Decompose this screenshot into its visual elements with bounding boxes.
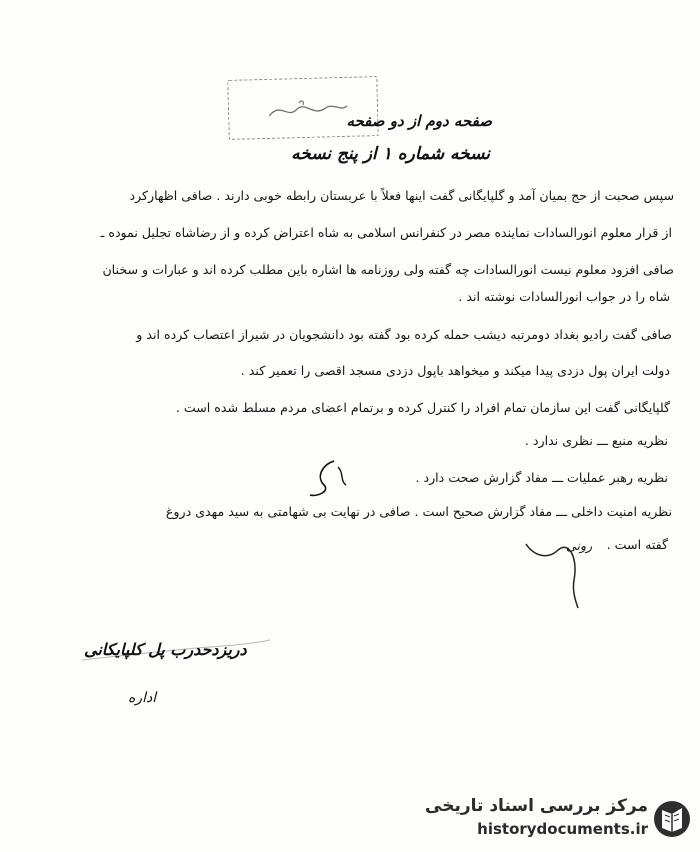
watermark-title: مرکز بررسی اسناد تاریخی [425,796,648,816]
stamp-text [228,81,229,82]
body-line-5: صافی گفت رادیو بغداد دومرتبه دیشب حمله کرده بود گفته بود دانشجویان در شیراز اعتصاب کرده اند و [136,327,672,342]
body-line-6: دولت ایران پول دزدی پیدا میکند و میخواهد باپول دزدی مسجد اقصی را تعمیر کند . [240,363,670,378]
body-line-7: گلپایگانی گفت این سازمان تمام افراد را کنترل کرده و برتمام اعضای مردم مسلط شده است . [175,400,670,415]
classification-stamp [227,76,379,140]
signature-sub: اداره [128,690,157,706]
internal-security-opinion-line: نظریه امنیت داخلی ـــ مفاد گزارش صحیح است . صافی در نهایت بی شهامتی به سید مهدی دروغ [165,504,672,519]
signature-line: دریزدحدرب پل کلپایکانی [84,640,247,659]
margin-curve-icon [518,520,588,610]
ops-leader-opinion-line: نظریه رهبر عملیات ـــ مفاد گزارش صحت دارد . [415,470,668,485]
handwritten-mark-icon [300,455,360,505]
watermark [425,792,700,852]
body-line-11: گفته است . [606,537,668,552]
book-logo-icon [652,798,692,840]
signature-flourish-icon [76,630,276,672]
margin-note: رونی [566,538,593,553]
source-opinion-line: نظریه منبع ـــ نظری ندارد . [524,433,668,448]
page-count-line: صفحه دوم از دو صفحه [346,112,492,130]
copy-number-line: نسخه شماره ۱ از پنج نسخه [291,144,490,164]
body-line-2: از قرار معلوم انورالسادات نماینده مصر در کنفرانس اسلامی به شاه اعتراض کرده و از رضاشاه تجلیل نموده ـ [100,225,672,240]
watermark-url: historydocuments.ir [477,820,648,838]
body-line-3: صافی افزود معلوم نیست انورالسادات چه گفته ولی روزنامه ها اشاره باین مطلب کرده اند و عبارات و سخنان [102,262,674,277]
body-line-1: سپس صحبت از حج بمیان آمد و گلپایگانی گفت اینها فعلاً با عربستان رابطه خوبی دارند . صافی اظهارکرد [129,188,674,203]
body-line-4: شاه را در جواب انورالسادات نوشته اند . [458,289,670,304]
